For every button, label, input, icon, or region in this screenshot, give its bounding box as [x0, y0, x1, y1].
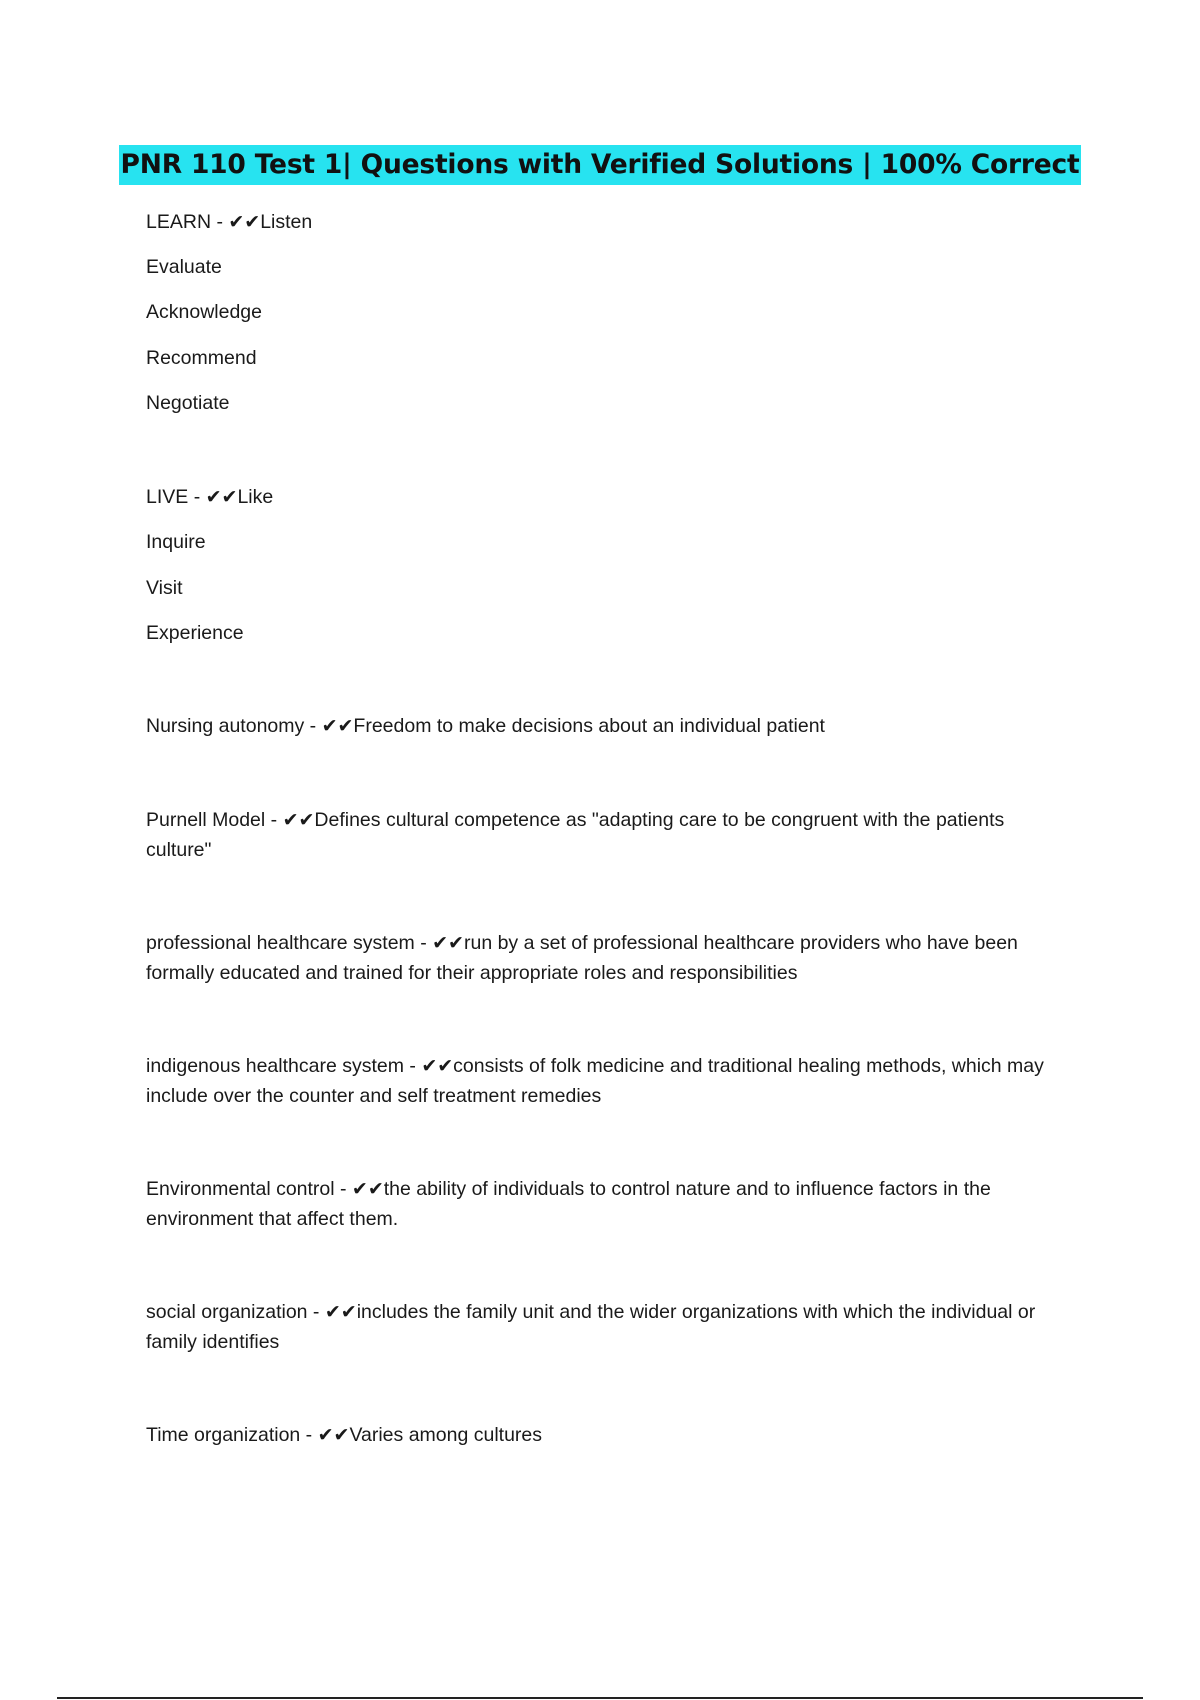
- double-check-icon: ✔✔: [324, 1301, 357, 1323]
- live-item-experience: Experience: [146, 622, 244, 644]
- title-container: [0, 145, 1200, 185]
- double-check-icon: ✔✔: [421, 1055, 454, 1077]
- entry-answer: includes the family unit and the wider organizations with which the individual or family identifies: [146, 1301, 1036, 1353]
- entry-term: social organization -: [146, 1301, 325, 1323]
- live-item-inquire: Inquire: [146, 531, 206, 553]
- double-check-icon: ✔✔: [205, 486, 238, 508]
- entry-term: professional healthcare system -: [146, 932, 433, 954]
- entry-term: Purnell Model -: [146, 809, 283, 831]
- live-item-visit: Visit: [146, 577, 183, 599]
- entry-answer: consists of folk medicine and traditional healing methods, which may include over the counter and self treatment remedies: [146, 1055, 1044, 1107]
- double-check-icon: ✔✔: [317, 1424, 350, 1446]
- entry-learn: [146, 207, 312, 237]
- double-check-icon: ✔✔: [282, 809, 315, 831]
- entry-answer: Varies among cultures: [349, 1424, 543, 1446]
- learn-item-evaluate: Evaluate: [146, 256, 222, 278]
- learn-item-negotiate: Negotiate: [146, 392, 230, 414]
- entry-term: LIVE -: [146, 486, 206, 508]
- entry-social-organization: [146, 1297, 1066, 1357]
- entry-term: indigenous healthcare system -: [146, 1055, 422, 1077]
- entry-nursing-autonomy: [146, 711, 825, 741]
- footer-divider: [57, 1697, 1143, 1699]
- entry-answer: Like: [237, 486, 274, 508]
- learn-item-recommend: Recommend: [146, 347, 257, 369]
- entry-answer: Defines cultural competence as "adapting care to be congruent with the patients culture": [146, 809, 1005, 861]
- entry-indigenous-healthcare-system: [146, 1051, 1066, 1111]
- double-check-icon: ✔✔: [228, 211, 261, 233]
- document-title: PNR 110 Test 1| Questions with Verified Solutions | 100% Correct: [119, 145, 1082, 185]
- entry-term: Environmental control -: [146, 1178, 352, 1200]
- entry-term: Nursing autonomy -: [146, 715, 322, 737]
- entry-professional-healthcare-system: [146, 928, 1066, 988]
- entry-environmental-control: [146, 1174, 1066, 1234]
- learn-item-acknowledge: Acknowledge: [146, 301, 262, 323]
- entry-term: Time organization -: [146, 1424, 318, 1446]
- double-check-icon: ✔✔: [351, 1178, 384, 1200]
- double-check-icon: ✔✔: [321, 715, 354, 737]
- entry-answer: run by a set of professional healthcare providers who have been formally educated and trained for their appropriate roles and responsibilities: [146, 932, 1018, 984]
- entry-answer: Listen: [260, 211, 313, 233]
- entry-answer: Freedom to make decisions about an individual patient: [353, 715, 825, 737]
- entry-live: [146, 482, 273, 512]
- entry-time-organization: [146, 1420, 542, 1450]
- entry-answer: the ability of individuals to control nature and to influence factors in the environment that affect them.: [146, 1178, 991, 1230]
- double-check-icon: ✔✔: [432, 932, 464, 954]
- entry-term: LEARN -: [146, 211, 229, 233]
- entry-purnell-model: [146, 805, 1066, 865]
